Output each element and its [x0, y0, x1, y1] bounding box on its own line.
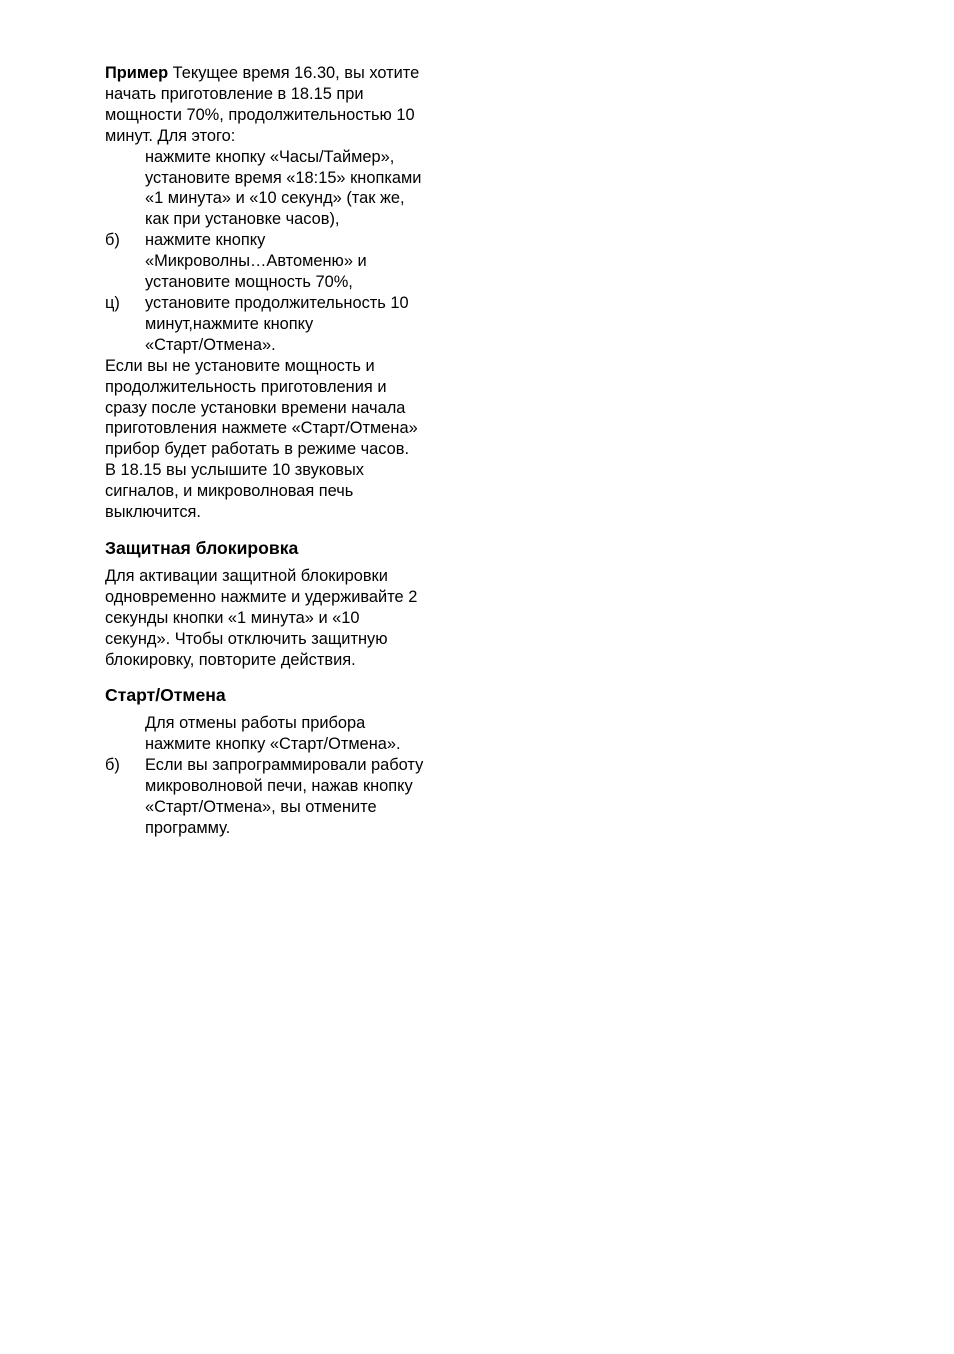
list-item-text: нажмите кнопку «Микроволны…Автоменю» и установите мощность 70%, — [145, 231, 367, 292]
example-intro-line-4: минут. Для этого: — [105, 126, 236, 145]
list-marker: ц) — [105, 293, 120, 312]
example-label: Пример — [105, 64, 169, 82]
list-item-text: Если вы запрограммировали работу микроволновой печи, нажав кнопку «Старт/Отмена», вы отмените программу. — [145, 756, 424, 837]
lock-heading: Защитная блокировка — [105, 537, 299, 558]
list-item-text: Для отмены работы прибора нажмите кнопку «Старт/Отмена». — [145, 714, 401, 754]
list-item-text: нажмите кнопку «Часы/Таймер», установите время «18:15» кнопками «1 минута» и «10 секунд» (так же, как при установке часов), — [145, 147, 422, 229]
example-intro-line-3: мощности 70%, продолжительностью 10 — [105, 105, 415, 124]
example-step-1 — [105, 147, 467, 231]
example-note: Если вы не установите мощность и продолжительность приготовления и сразу после установки времени начала приготовления нажмете «Старт/Отмена» прибор будет работать в режиме часов. В 18.15 вы услышите 10 звуковых сигналов, и микроволновая печь выключится. — [105, 356, 418, 522]
list-item-text: установите продолжительность 10 минут,нажмите кнопку «Старт/Отмена». — [145, 293, 409, 354]
example-intro — [105, 63, 467, 147]
example-intro-line-2: начать приготовление в 18.15 при — [105, 84, 364, 103]
list-marker: б) — [105, 231, 120, 250]
example-step-3 — [105, 293, 467, 356]
list-marker — [105, 713, 145, 755]
list-marker: б) — [105, 756, 120, 775]
example-intro-line-1: Пример Текущее время 16.30, вы хотите — [105, 64, 420, 82]
list-marker — [105, 147, 145, 231]
lock-paragraph: Для активации защитной блокировки одновременно нажмите и удерживайте 2 секунды кнопки «1 минута» и «10 секунд». Чтобы отключить защитную блокировку, повторите действия. — [105, 566, 418, 669]
document-page — [105, 63, 467, 839]
start-cancel-step-1 — [105, 713, 467, 755]
example-step-2 — [105, 230, 467, 293]
start-cancel-heading: Старт/Отмена — [105, 685, 226, 706]
start-cancel-step-2 — [105, 755, 467, 839]
